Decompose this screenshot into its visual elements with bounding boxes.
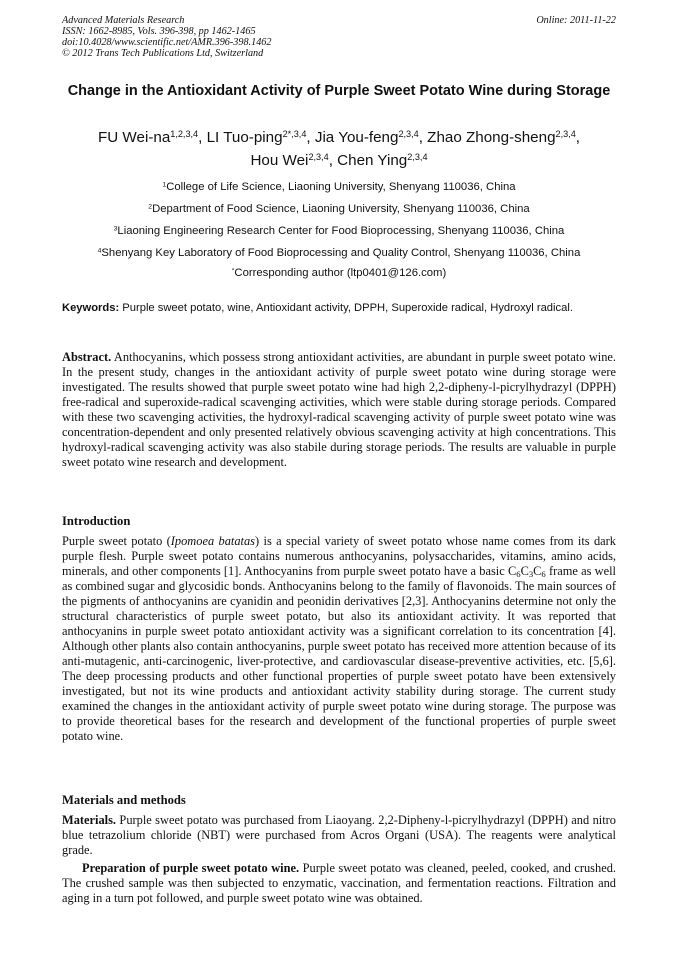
- issn-line: ISSN: 1662-8985, Vols. 396-398, pp 1462-1465: [62, 26, 256, 37]
- affiliation: $^4$Shenyang Key Laboratory of Food Bioprocessing and Quality Control, Shenyang 110036, China: [97, 247, 581, 259]
- paper-title: Change in the Antioxidant Activity of Purple Sweet Potato Wine during Storage: [67, 83, 611, 99]
- introduction-heading: Introduction: [62, 514, 131, 528]
- affiliation: $^3$Liaoning Engineering Research Center for Food Bioprocessing, Shenyang 110036, China: [113, 225, 565, 237]
- materials-paragraph: Materials. Purple sweet potato was purchased from Liaoyang. 2,2-Dipheny-l-picrylhydrazyl (DPPH) and nitro blue tetrazolium chloride (NBT) were purchased from Acros Organi (USA). The reagents were analytical grade.: [62, 813, 616, 857]
- author: Zhao Zhong-sheng$^{2,3,4}$,: [427, 128, 581, 146]
- keywords: Keywords: Purple sweet potato, wine, Antioxidant activity, DPPH, Superoxide radical, Hydroxyl radical.: [62, 302, 573, 314]
- abstract: Abstract. Anthocyanins, which possess strong antioxidant activities, are abundant in purple sweet potato wine. In the present study, changes in the antioxidant activity of purple sweet potato wine during storage were investigated. The results showed that purple sweet potato wine had high 2,2-dipheny-l-picrylhydrazyl (DPPH) free-radical and superoxide-radical scavenging activities, which were stable during storage periods. Compared with these two scavenging activities, the hydroxyl-radical scavenging activity of purple sweet potato wine was concentration-dependent and only presented relatively obvious scavenging activity at high concentrations. This hydroxyl-radical scavenging activity was also stabile during storage periods. The results are valuable in purple sweet potato wine research and development.: [62, 350, 616, 469]
- preparation-paragraph: Preparation of purple sweet potato wine. Purple sweet potato was cleaned, peeled, cooked, and crushed. The crushed sample was then subjected to enzymatic, vaccination, and fermentation reactions. Filtration and aging in a turn pot followed, and purple sweet potato wine was obtained.: [62, 861, 616, 905]
- copyright-line: © 2012 Trans Tech Publications Ltd, Switzerland: [62, 48, 264, 59]
- introduction-paragraph: Purple sweet potato (Ipomoea batatas) is a special variety of sweet potato whose name comes from its dark purple flesh. Purple sweet potato contains numerous anthocyanins, polysaccharides, vitamins, amino acids, minerals, and other components [1]. Anthocyanins from purple sweet potato have a basic $C_6C_3C_6$ frame as well as combined sugar and glycosidic bonds. Anthocyanins belong to the family of flavonoids. The main sources of the pigments of anthocyanins are cyanidin and peonidin derivatives [2,3]. Anthocyanins determine not only the structural characteristics of purple sweet potato, but also its antioxidant activity. It was reported that anthocyanins in purple sweet potato antioxidant activity was a significant correlation to its concentration [4]. Although other plants also contain anthocyanins, purple sweet potato has received more attention because of its anti-mutagenic, anti-carcinogenic, liver-protective, and cardiovascular disease-preventive activities, etc. [5,6]. The deep processing products and other functional properties of purple sweet potato have been extensively investigated, but not its wine products and antioxidant activity stability during storage. The current study examined the changes in the antioxidant activity of purple sweet potato wine during storage. The purpose was to provide theoretical bases for the research and development of the functional properties of purple sweet potato wine.: [62, 534, 616, 743]
- methods-heading: Materials and methods: [62, 793, 186, 807]
- author: Hou Wei$^{2,3,4}$,: [250, 151, 338, 169]
- author: FU Wei-na$^{1,2,3,4}$,: [97, 128, 207, 146]
- affiliation: $^1$College of Life Science, Liaoning University, Shenyang 110036, China: [162, 181, 516, 193]
- author-list: [62, 126, 616, 172]
- journal-name: Advanced Materials Research: [62, 15, 185, 26]
- author: Chen Ying$^{2,3,4}$: [337, 151, 428, 169]
- doi-line: doi:10.4028/www.scientific.net/AMR.396-398.1462: [62, 37, 272, 48]
- author: LI Tuo-ping$^{2*,3,4}$,: [206, 128, 315, 146]
- affiliation: $^2$Department of Food Science, Liaoning University, Shenyang 110036, China: [148, 203, 530, 215]
- author: Jia You-feng$^{2,3,4}$,: [314, 128, 428, 146]
- corresponding-author: *Corresponding author (ltp0401@126.com): [231, 267, 447, 279]
- online-date: Online: 2011-11-22: [536, 15, 616, 26]
- journal-header: [62, 15, 271, 59]
